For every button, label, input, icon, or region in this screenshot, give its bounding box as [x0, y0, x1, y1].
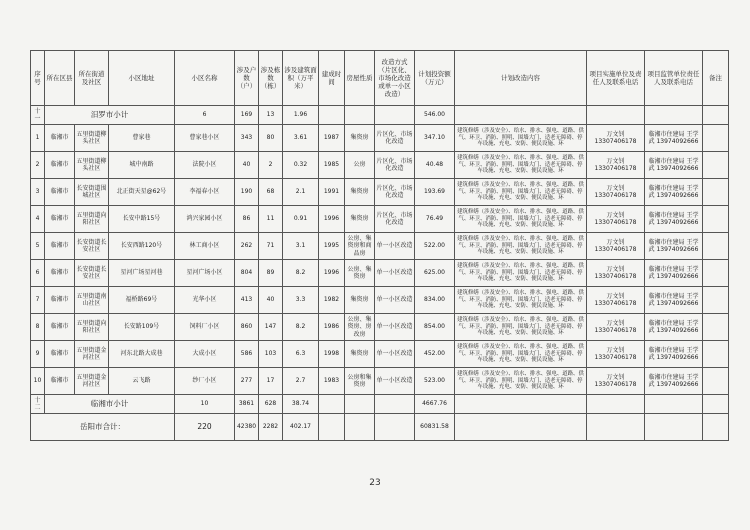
renovation-mode-cell: 片区化、市场化改造 — [375, 152, 415, 179]
renovation-content-cell: 建筑修缮（涉及安全）、给水、排水、强电、道路、供气、环卫、消防、照明、围墙大门、适老无障碍、停车设施、充电、安防、便民设施、环 — [455, 368, 587, 395]
buildings-cell: 71 — [259, 233, 283, 260]
buildings-cell: 68 — [259, 179, 283, 206]
street-cell: 五里街道向阳社区 — [75, 314, 109, 341]
subtotal-index: 十一 — [31, 106, 45, 125]
col-header: 房屋性质 — [345, 51, 375, 106]
community-name-cell: 星河广场小区 — [175, 260, 235, 287]
supervising-unit-cell: 临湘市住建局 王学武 13974092666 — [645, 260, 703, 287]
county-cell: 临湘市 — [45, 368, 75, 395]
built-year-cell: 1991 — [319, 179, 345, 206]
subtotal-area: 1.96 — [283, 106, 319, 125]
renovation-mode-cell: 单一小区改造 — [375, 368, 415, 395]
built-year-cell: 1985 — [319, 152, 345, 179]
county-cell: 临湘市 — [45, 341, 75, 368]
col-header: 序号 — [31, 51, 45, 106]
remarks-cell — [703, 179, 729, 206]
property-nature-cell: 公房、集资房和商品房 — [345, 233, 375, 260]
renovation-mode-cell: 单一小区改造 — [375, 233, 415, 260]
area-cell: 3.3 — [283, 287, 319, 314]
row-index: 10 — [31, 368, 45, 395]
property-nature-cell: 集资房 — [345, 206, 375, 233]
investment-cell: 193.69 — [415, 179, 455, 206]
renovation-mode-cell: 单一小区改造 — [375, 260, 415, 287]
households-cell: 277 — [235, 368, 259, 395]
remarks-cell — [703, 287, 729, 314]
table-row — [31, 125, 729, 152]
col-header: 项目监管单位责任人及联系电话 — [645, 51, 703, 106]
renovation-mode-cell: 单一小区改造 — [375, 314, 415, 341]
community-name-cell: 鸿兴家园小区 — [175, 206, 235, 233]
county-cell: 临湘市 — [45, 260, 75, 287]
renovation-mode-cell: 单一小区改造 — [375, 341, 415, 368]
county-cell: 临湘市 — [45, 206, 75, 233]
remarks-cell — [703, 233, 729, 260]
table-row — [31, 260, 729, 287]
built-year-cell: 1996 — [319, 260, 345, 287]
investment-cell: 452.00 — [415, 341, 455, 368]
property-nature-cell: 集资房 — [345, 341, 375, 368]
subtotal-count: 6 — [175, 106, 235, 125]
area-cell: 2.1 — [283, 179, 319, 206]
remarks-cell — [703, 125, 729, 152]
built-year-cell: 1996 — [319, 206, 345, 233]
supervising-unit-cell: 临湘市住建局 王学武 13974092666 — [645, 233, 703, 260]
implementing-unit-cell: 万文钊 13307406178 — [587, 152, 645, 179]
street-cell: 长安街道长安社区 — [75, 260, 109, 287]
built-year-cell: 1995 — [319, 233, 345, 260]
subtotal-buildings: 13 — [259, 106, 283, 125]
col-header: 计划投资额（万元） — [415, 51, 455, 106]
remarks-cell — [703, 152, 729, 179]
remarks-cell — [703, 314, 729, 341]
implementing-unit-cell: 万文钊 13307406178 — [587, 125, 645, 152]
col-header: 涉及建筑面积（万平米） — [283, 51, 319, 106]
implementing-unit-cell: 万文钊 13307406178 — [587, 287, 645, 314]
investment-cell: 523.00 — [415, 368, 455, 395]
row-index: 2 — [31, 152, 45, 179]
investment-cell: 854.00 — [415, 314, 455, 341]
households-cell: 413 — [235, 287, 259, 314]
header-row — [31, 51, 729, 106]
col-header: 项目实施单位及责任人及联系电话 — [587, 51, 645, 106]
implementing-unit-cell: 万文钊 13307406178 — [587, 314, 645, 341]
subtotal-row-miluo — [31, 106, 729, 125]
property-nature-cell: 集资房 — [345, 125, 375, 152]
area-cell: 8.2 — [283, 314, 319, 341]
table-row — [31, 287, 729, 314]
implementing-unit-cell: 万文钊 13307406178 — [587, 341, 645, 368]
county-cell: 临湘市 — [45, 152, 75, 179]
investment-cell: 834.00 — [415, 287, 455, 314]
subtotal-investment: 4667.76 — [415, 395, 455, 414]
address-cell: 河东北路大成巷 — [109, 341, 175, 368]
buildings-cell: 80 — [259, 125, 283, 152]
buildings-cell: 2 — [259, 152, 283, 179]
supervising-unit-cell: 临湘市住建局 王学武 13974092666 — [645, 287, 703, 314]
renovation-content-cell: 建筑修缮（涉及安全）、给水、排水、强电、道路、供气、环卫、消防、照明、围墙大门、适老无障碍、停车设施、充电、安防、便民设施、环 — [455, 179, 587, 206]
street-cell: 五里街道向阳社区 — [75, 206, 109, 233]
total-investment: 60831.58 — [415, 414, 455, 441]
address-cell: 北正街天星@62号 — [109, 179, 175, 206]
col-header: 改造方式（片区化、市场化改造或单一小区改造） — [375, 51, 415, 106]
built-year-cell: 1986 — [319, 314, 345, 341]
total-count: 220 — [175, 414, 235, 441]
renovation-content-cell: 建筑修缮（涉及安全）、给水、排水、强电、道路、供气、环卫、消防、照明、围墙大门、适老无障碍、停车设施、充电、安防、便民设施、环 — [455, 287, 587, 314]
renovation-mode-cell: 片区化、市场化改造 — [375, 206, 415, 233]
built-year-cell: 1998 — [319, 341, 345, 368]
renovation-content-cell: 建筑修缮（涉及安全）、给水、排水、强电、道路、供气、环卫、消防、照明、围墙大门、适老无障碍、停车设施、充电、安防、便民设施、环 — [455, 125, 587, 152]
supervising-unit-cell: 临湘市住建局 王学武 13974092666 — [645, 179, 703, 206]
col-header: 备注 — [703, 51, 729, 106]
table-row — [31, 152, 729, 179]
street-cell: 长安街道围城社区 — [75, 179, 109, 206]
row-index: 9 — [31, 341, 45, 368]
investment-cell: 40.48 — [415, 152, 455, 179]
community-name-cell: 李福春小区 — [175, 179, 235, 206]
property-nature-cell: 公房 — [345, 152, 375, 179]
area-cell: 2.7 — [283, 368, 319, 395]
area-cell: 6.3 — [283, 341, 319, 368]
col-header: 计划改造内容 — [455, 51, 587, 106]
supervising-unit-cell: 临湘市住建局 王学武 13974092666 — [645, 152, 703, 179]
address-cell: 云飞路 — [109, 368, 175, 395]
table-row — [31, 341, 729, 368]
built-year-cell: 1982 — [319, 287, 345, 314]
implementing-unit-cell: 万文钊 13307406178 — [587, 206, 645, 233]
implementing-unit-cell: 万文钊 13307406178 — [587, 179, 645, 206]
page-number: 23 — [369, 478, 381, 488]
address-cell: 福桥路69号 — [109, 287, 175, 314]
street-cell: 五里街道金河社区 — [75, 368, 109, 395]
subtotal-households: 3861 — [235, 395, 259, 414]
address-cell: 长安中路15号 — [109, 206, 175, 233]
investment-cell: 76.49 — [415, 206, 455, 233]
renovation-content-cell: 建筑修缮（涉及安全）、给水、排水、强电、道路、供气、环卫、消防、照明、围墙大门、适老无障碍、停车设施、充电、安防、便民设施、环 — [455, 152, 587, 179]
address-cell: 曹家巷 — [109, 125, 175, 152]
community-name-cell: 光华小区 — [175, 287, 235, 314]
total-label: 岳阳市合计： — [31, 414, 175, 441]
households-cell: 804 — [235, 260, 259, 287]
buildings-cell: 147 — [259, 314, 283, 341]
community-name-cell: 林工商小区 — [175, 233, 235, 260]
households-cell: 860 — [235, 314, 259, 341]
buildings-cell: 103 — [259, 341, 283, 368]
area-cell: 0.91 — [283, 206, 319, 233]
remarks-cell — [703, 341, 729, 368]
investment-cell: 522.00 — [415, 233, 455, 260]
renovation-content-cell: 建筑修缮（涉及安全）、给水、排水、强电、道路、供气、环卫、消防、照明、围墙大门、适老无障碍、停车设施、充电、安防、便民设施、环 — [455, 206, 587, 233]
address-cell: 长安路109号 — [109, 314, 175, 341]
subtotal-label: 临湘市小计 — [45, 395, 175, 414]
buildings-cell: 40 — [259, 287, 283, 314]
implementing-unit-cell: 万文钊 13307406178 — [587, 260, 645, 287]
community-name-cell: 纱厂小区 — [175, 368, 235, 395]
street-cell: 五里街道柳头社区 — [75, 152, 109, 179]
col-header: 涉及栋数（栋） — [259, 51, 283, 106]
county-cell: 临湘市 — [45, 314, 75, 341]
subtotal-households: 169 — [235, 106, 259, 125]
investment-cell: 347.10 — [415, 125, 455, 152]
row-index: 3 — [31, 179, 45, 206]
address-cell: 城中南路 — [109, 152, 175, 179]
property-nature-cell: 公房、集资房 — [345, 260, 375, 287]
supervising-unit-cell: 临湘市住建局 王学武 13974092666 — [645, 314, 703, 341]
renovation-mode-cell: 片区化、市场化改造 — [375, 125, 415, 152]
subtotal-area: 38.74 — [283, 395, 319, 414]
table-row — [31, 179, 729, 206]
renovation-mode-cell: 单一小区改造 — [375, 287, 415, 314]
community-name-cell: 法院小区 — [175, 152, 235, 179]
total-row — [31, 414, 729, 441]
renovation-content-cell: 建筑修缮（涉及安全）、给水、排水、强电、道路、供气、环卫、消防、照明、围墙大门、适老无障碍、停车设施、充电、安防、便民设施、环 — [455, 260, 587, 287]
row-index: 7 — [31, 287, 45, 314]
county-cell: 临湘市 — [45, 287, 75, 314]
property-nature-cell: 集资房 — [345, 179, 375, 206]
col-header: 小区名称 — [175, 51, 235, 106]
renovation-content-cell: 建筑修缮（涉及安全）、给水、排水、强电、道路、供气、环卫、消防、照明、围墙大门、适老无障碍、停车设施、充电、安防、便民设施、环 — [455, 314, 587, 341]
households-cell: 262 — [235, 233, 259, 260]
implementing-unit-cell: 万文钊 13307406178 — [587, 233, 645, 260]
street-cell: 五里街道南山社区 — [75, 287, 109, 314]
implementing-unit-cell: 万文钊 13307406178 — [587, 368, 645, 395]
supervising-unit-cell: 临湘市住建局 王学武 13974092666 — [645, 125, 703, 152]
community-name-cell: 饲料厂小区 — [175, 314, 235, 341]
built-year-cell: 1987 — [319, 125, 345, 152]
row-index: 4 — [31, 206, 45, 233]
subtotal-buildings: 628 — [259, 395, 283, 414]
property-nature-cell: 公房、集资房、房改房 — [345, 314, 375, 341]
col-header: 涉及户数（户） — [235, 51, 259, 106]
built-year-cell: 1983 — [319, 368, 345, 395]
row-index: 5 — [31, 233, 45, 260]
renovation-content-cell: 建筑修缮（涉及安全）、给水、排水、强电、道路、供气、环卫、消防、照明、围墙大门、适老无障碍、停车设施、充电、安防、便民设施、环 — [455, 341, 587, 368]
street-cell: 五里街道金河社区 — [75, 341, 109, 368]
area-cell: 3.61 — [283, 125, 319, 152]
remarks-cell — [703, 368, 729, 395]
households-cell: 86 — [235, 206, 259, 233]
remarks-cell — [703, 206, 729, 233]
subtotal-row-linxiang — [31, 395, 729, 414]
area-cell: 3.1 — [283, 233, 319, 260]
buildings-cell: 11 — [259, 206, 283, 233]
row-index: 8 — [31, 314, 45, 341]
buildings-cell: 89 — [259, 260, 283, 287]
street-cell: 长安街道长安社区 — [75, 233, 109, 260]
total-area: 402.17 — [283, 414, 319, 441]
subtotal-index: 十二 — [31, 395, 45, 414]
col-header: 所在区县 — [45, 51, 75, 106]
community-name-cell: 大成小区 — [175, 341, 235, 368]
col-header: 小区地址 — [109, 51, 175, 106]
property-nature-cell: 集资房 — [345, 287, 375, 314]
table-row — [31, 233, 729, 260]
row-index: 6 — [31, 260, 45, 287]
renovation-table — [30, 50, 729, 441]
area-cell: 8.2 — [283, 260, 319, 287]
supervising-unit-cell: 临湘市住建局 王学武 13974092666 — [645, 368, 703, 395]
area-cell: 0.32 — [283, 152, 319, 179]
table-row — [31, 368, 729, 395]
county-cell: 临湘市 — [45, 125, 75, 152]
households-cell: 343 — [235, 125, 259, 152]
investment-cell: 625.00 — [415, 260, 455, 287]
renovation-content-cell: 建筑修缮（涉及安全）、给水、排水、强电、道路、供气、环卫、消防、照明、围墙大门、适老无障碍、停车设施、充电、安防、便民设施、环 — [455, 233, 587, 260]
households-cell: 586 — [235, 341, 259, 368]
address-cell: 星河广场星河巷 — [109, 260, 175, 287]
supervising-unit-cell: 临湘市住建局 王学武 13974092666 — [645, 341, 703, 368]
street-cell: 五里街道柳头社区 — [75, 125, 109, 152]
col-header: 建成时间 — [319, 51, 345, 106]
county-cell: 临湘市 — [45, 233, 75, 260]
remarks-cell — [703, 260, 729, 287]
total-buildings: 2282 — [259, 414, 283, 441]
col-header: 所在街道及社区 — [75, 51, 109, 106]
community-name-cell: 曹家巷小区 — [175, 125, 235, 152]
subtotal-count: 10 — [175, 395, 235, 414]
subtotal-investment: 546.00 — [415, 106, 455, 125]
row-index: 1 — [31, 125, 45, 152]
buildings-cell: 17 — [259, 368, 283, 395]
total-households: 42380 — [235, 414, 259, 441]
property-nature-cell: 公房和集资房 — [345, 368, 375, 395]
table-row — [31, 206, 729, 233]
renovation-mode-cell: 片区化、市场化改造 — [375, 179, 415, 206]
subtotal-label: 汨罗市小计 — [45, 106, 175, 125]
address-cell: 长安西路120号 — [109, 233, 175, 260]
county-cell: 临湘市 — [45, 179, 75, 206]
households-cell: 40 — [235, 152, 259, 179]
supervising-unit-cell: 临湘市住建局 王学武 13974092666 — [645, 206, 703, 233]
households-cell: 190 — [235, 179, 259, 206]
table-row — [31, 314, 729, 341]
